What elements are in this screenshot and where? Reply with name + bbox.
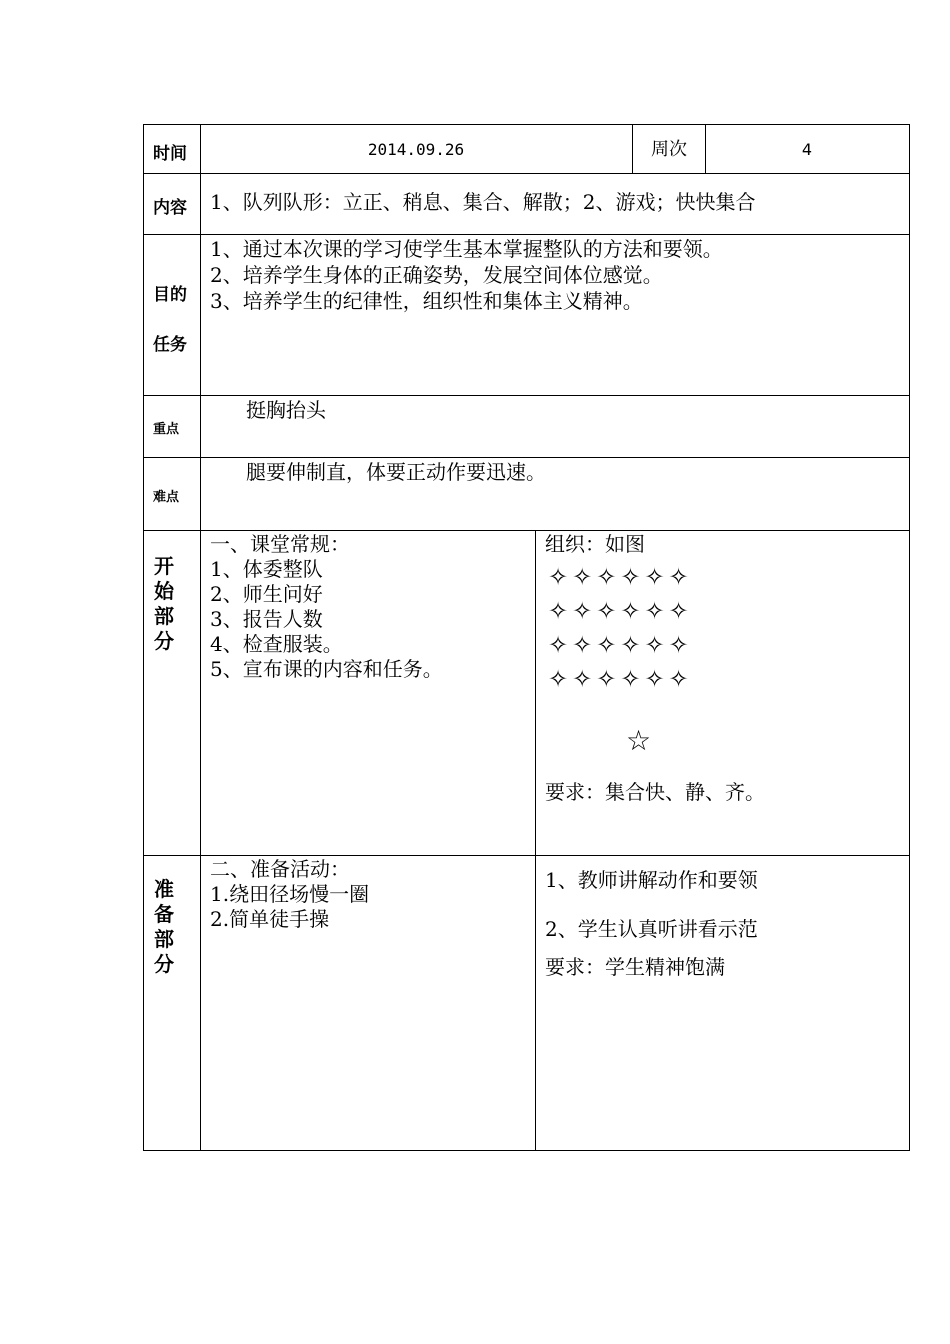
table-border-bottom xyxy=(143,1150,910,1151)
row-divider xyxy=(143,855,910,856)
formation-row: ✧✧✧✧✧✧ xyxy=(548,665,693,693)
student-formation xyxy=(548,560,693,696)
formation-row: ✧✧✧✧✧✧ xyxy=(548,563,693,591)
teacher-star-icon: ☆ xyxy=(626,724,652,757)
opening-section-label: 开 始 部 分 xyxy=(154,554,174,653)
routine-item: 5、宣布课的内容和任务。 xyxy=(210,657,443,681)
goals-label-purpose: 目的 xyxy=(153,285,187,305)
routine-item: 4、检查服装。 xyxy=(210,632,343,656)
organization-title: 组织：如图 xyxy=(545,532,645,556)
warmup-activity-list xyxy=(210,857,369,932)
routine-item: 2、师生问好 xyxy=(210,582,323,606)
label-column-divider xyxy=(200,124,201,1151)
row-divider xyxy=(143,530,910,531)
week-value: 4 xyxy=(801,140,813,159)
routine-item: 3、报告人数 xyxy=(210,607,323,631)
split-column-divider xyxy=(535,530,536,1151)
key-point-label: 重点 xyxy=(153,422,180,437)
time-value: 2014.09.26 xyxy=(367,140,465,159)
goals-list xyxy=(210,236,723,314)
table-border-top xyxy=(143,124,910,125)
content-label: 内容 xyxy=(153,198,187,218)
row-divider xyxy=(143,173,910,174)
row-divider xyxy=(143,457,910,458)
routine-item: 一、课堂常规： xyxy=(210,532,350,556)
goal-item: 1、通过本次课的学习使学生基本掌握整队的方法和要领。 xyxy=(210,237,723,261)
warmup-section-label: 准 备 部 分 xyxy=(154,877,174,976)
formation-row: ✧✧✧✧✧✧ xyxy=(548,597,693,625)
warmup-item: 2.简单徒手操 xyxy=(210,907,330,931)
goal-item: 3、培养学生的纪律性，组织性和集体主义精神。 xyxy=(210,289,643,313)
content-text: 1、队列队形：立正、稍息、集合、解散；2、游戏；快快集合 xyxy=(210,190,756,214)
opening-requirement: 要求：集合快、静、齐。 xyxy=(545,780,765,804)
goal-item: 2、培养学生身体的正确姿势，发展空间体位感觉。 xyxy=(210,263,663,287)
difficulty-label: 难点 xyxy=(153,490,180,505)
warmup-teacher-note: 1、教师讲解动作和要领 xyxy=(545,868,758,892)
difficulty-text: 腿要伸制直，体要正动作要迅速。 xyxy=(246,460,546,484)
opening-routine-list xyxy=(210,532,443,682)
warmup-requirement: 要求：学生精神饱满 xyxy=(545,955,725,979)
key-point-text: 挺胸抬头 xyxy=(246,398,326,422)
goals-label-task: 任务 xyxy=(153,335,187,355)
table-border-right xyxy=(909,124,910,1151)
row-divider xyxy=(143,395,910,396)
table-border-left xyxy=(143,124,144,1151)
week-label-left-divider xyxy=(632,124,633,174)
warmup-student-note: 2、学生认真听讲看示范 xyxy=(545,917,758,941)
warmup-item: 二、准备活动： xyxy=(210,857,350,881)
warmup-item: 1.绕田径场慢一圈 xyxy=(210,882,370,906)
time-label: 时间 xyxy=(153,144,187,164)
formation-row: ✧✧✧✧✧✧ xyxy=(548,631,693,659)
week-label: 周次 xyxy=(651,139,687,160)
routine-item: 1、体委整队 xyxy=(210,557,323,581)
row-divider xyxy=(143,234,910,235)
